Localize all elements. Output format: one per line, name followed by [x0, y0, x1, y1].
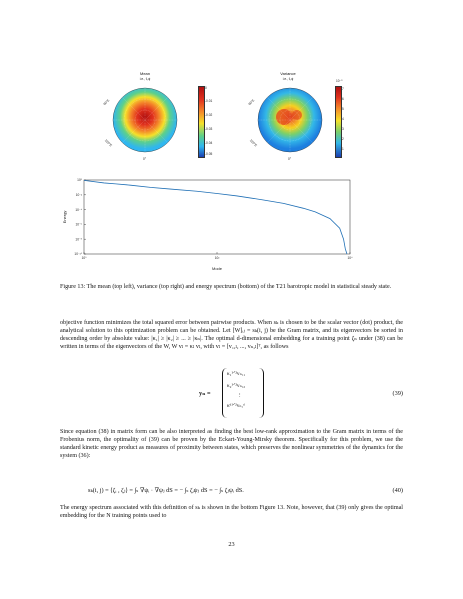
mean-colorbar-tick: -0.01 — [205, 99, 213, 103]
paragraph-3: The energy spectrum associated with this definition of sₖ is shown in the bottom Figure 13. Note, however, that (39) only gives the optimal embedding for the N training points used to — [60, 505, 403, 520]
mean-colorbar-tick: -0.05 — [205, 152, 213, 156]
mean-sublabel: i.e., f₀ψ — [139, 77, 151, 81]
mean-angle-label: 0° — [143, 157, 147, 161]
eq39-lhs: yₙ = — [199, 390, 211, 397]
y-axis-label: Energy — [62, 210, 67, 224]
x-axis-label: Mode — [211, 266, 223, 271]
mean-colorbar-tick: -0.02 — [205, 113, 213, 117]
paragraph-1: objective function minimizes the total squared error between pairwise products. When sₖ is chosen to be the scalar vector (dot) product, the analytical solution to this optimization problem can be obtained. Let [W]ᵢⱼ = sₖ(i, j) be the Gram matrix, and its eigenvectors be sorted in descending order by absolute value: |κ₁| ≥ |κ₂| ≥ ... ≥ |κₙ|. The optimal d-dimensional embedding for a training point ζₙ under (38) can be written in terms of the eigenvectors of the W, W vₗ = κₗ vₗ, with vₗ = [v₁,ₗ, ..., vₙ,ₗ]ᵀ, as follows — [60, 320, 403, 351]
mean-colorbar-tick: -0.04 — [205, 141, 213, 145]
variance-sublabel: i.e., f₀ψ — [282, 77, 294, 81]
mean-angle-label: 120°E — [103, 138, 113, 148]
eq40-body: sₖ(i, j) = ⟨ζᵢ , ζⱼ⟩ = ∫ₛ ∇ψᵢ · ∇ψⱼ dS = − ∫ₛ ζᵢψⱼ dS = − ∫ₛ ζⱼψᵢ dS. — [88, 487, 244, 494]
variance-angle-label: 60°E — [247, 98, 256, 107]
figure-caption: Figure 13: The mean (top left), variance (top right) and energy spectrum (bottom) of the T21 barotropic model in statistical steady state. — [60, 284, 392, 290]
mean-map — [100, 82, 213, 164]
eq39-row: ⋮ — [237, 393, 243, 399]
y-tick-label: 10⁻⁴ — [75, 207, 82, 212]
y-tick-label: 10⁻² — [75, 193, 82, 197]
variance-colorbar-tick: 6 — [342, 97, 344, 101]
eq39-vector — [222, 368, 264, 418]
equation-39 — [60, 368, 403, 420]
variance-colorbar-tick: 5 — [342, 107, 344, 111]
eq40-number: (40) — [392, 487, 403, 494]
eq39-row: κ₁¹ᐟ²vₙ,₁ — [227, 371, 246, 377]
plot-frame — [84, 180, 350, 254]
page-number: 23 — [228, 541, 235, 548]
variance-title: Variance — [280, 71, 296, 76]
y-tick-label: 10⁻⁶ — [75, 222, 82, 227]
variance-colorbar-tick: 2 — [342, 137, 344, 141]
x-tick-label: 10² — [214, 256, 220, 260]
y-tick-label: 10⁻⁸ — [75, 237, 82, 242]
eq39-row: κᵈ¹ᐟ²vₙ,ᵈ — [227, 403, 245, 409]
y-tick-label: 10⁻¹⁰ — [74, 252, 82, 257]
variance-colorbar-tick: 3 — [342, 127, 344, 131]
y-tick-label: 10⁰ — [77, 178, 82, 183]
eq39-number: (39) — [392, 390, 403, 397]
mean-colorbar — [198, 86, 205, 158]
energy-spectrum-chart — [60, 176, 360, 272]
equation-40 — [60, 487, 403, 499]
variance-angle-label: 0° — [288, 157, 292, 161]
variance-angle-label: 120°E — [248, 138, 258, 148]
variance-colorbar — [335, 86, 342, 158]
mean-colorbar-tick: -0.03 — [205, 127, 213, 131]
paragraph-2: Since equation (38) in matrix form can be also interpreted as finding the best low-rank approximation to the Gram matrix in terms of the Frobenius norm, the optimality of (39) can be proven by the Eckart-Young-Mirsky theorem. Specifically for this problem, we use the standard kinetic energy product as measures of proximity between states, which preserves the nonlinear symmetries of the dynamics for the system (36): — [60, 429, 403, 460]
mean-angle-label: 60°E — [102, 98, 111, 107]
x-tick-label: 10⁴ — [347, 256, 353, 260]
variance-colorbar-tick: 4 — [342, 117, 344, 121]
eq39-row: κ₂¹ᐟ²vₙ,₂ — [227, 383, 246, 389]
variance-colorbar-tick: 7 — [342, 87, 344, 91]
x-tick-label: 10⁰ — [81, 256, 87, 260]
variance-colorbar-exponent: 10⁻⁵ — [336, 79, 343, 83]
mean-title: Mean — [139, 71, 150, 76]
variance-colorbar-tick: 1 — [342, 147, 344, 151]
mean-colorbar-tick: 0 — [205, 86, 207, 90]
